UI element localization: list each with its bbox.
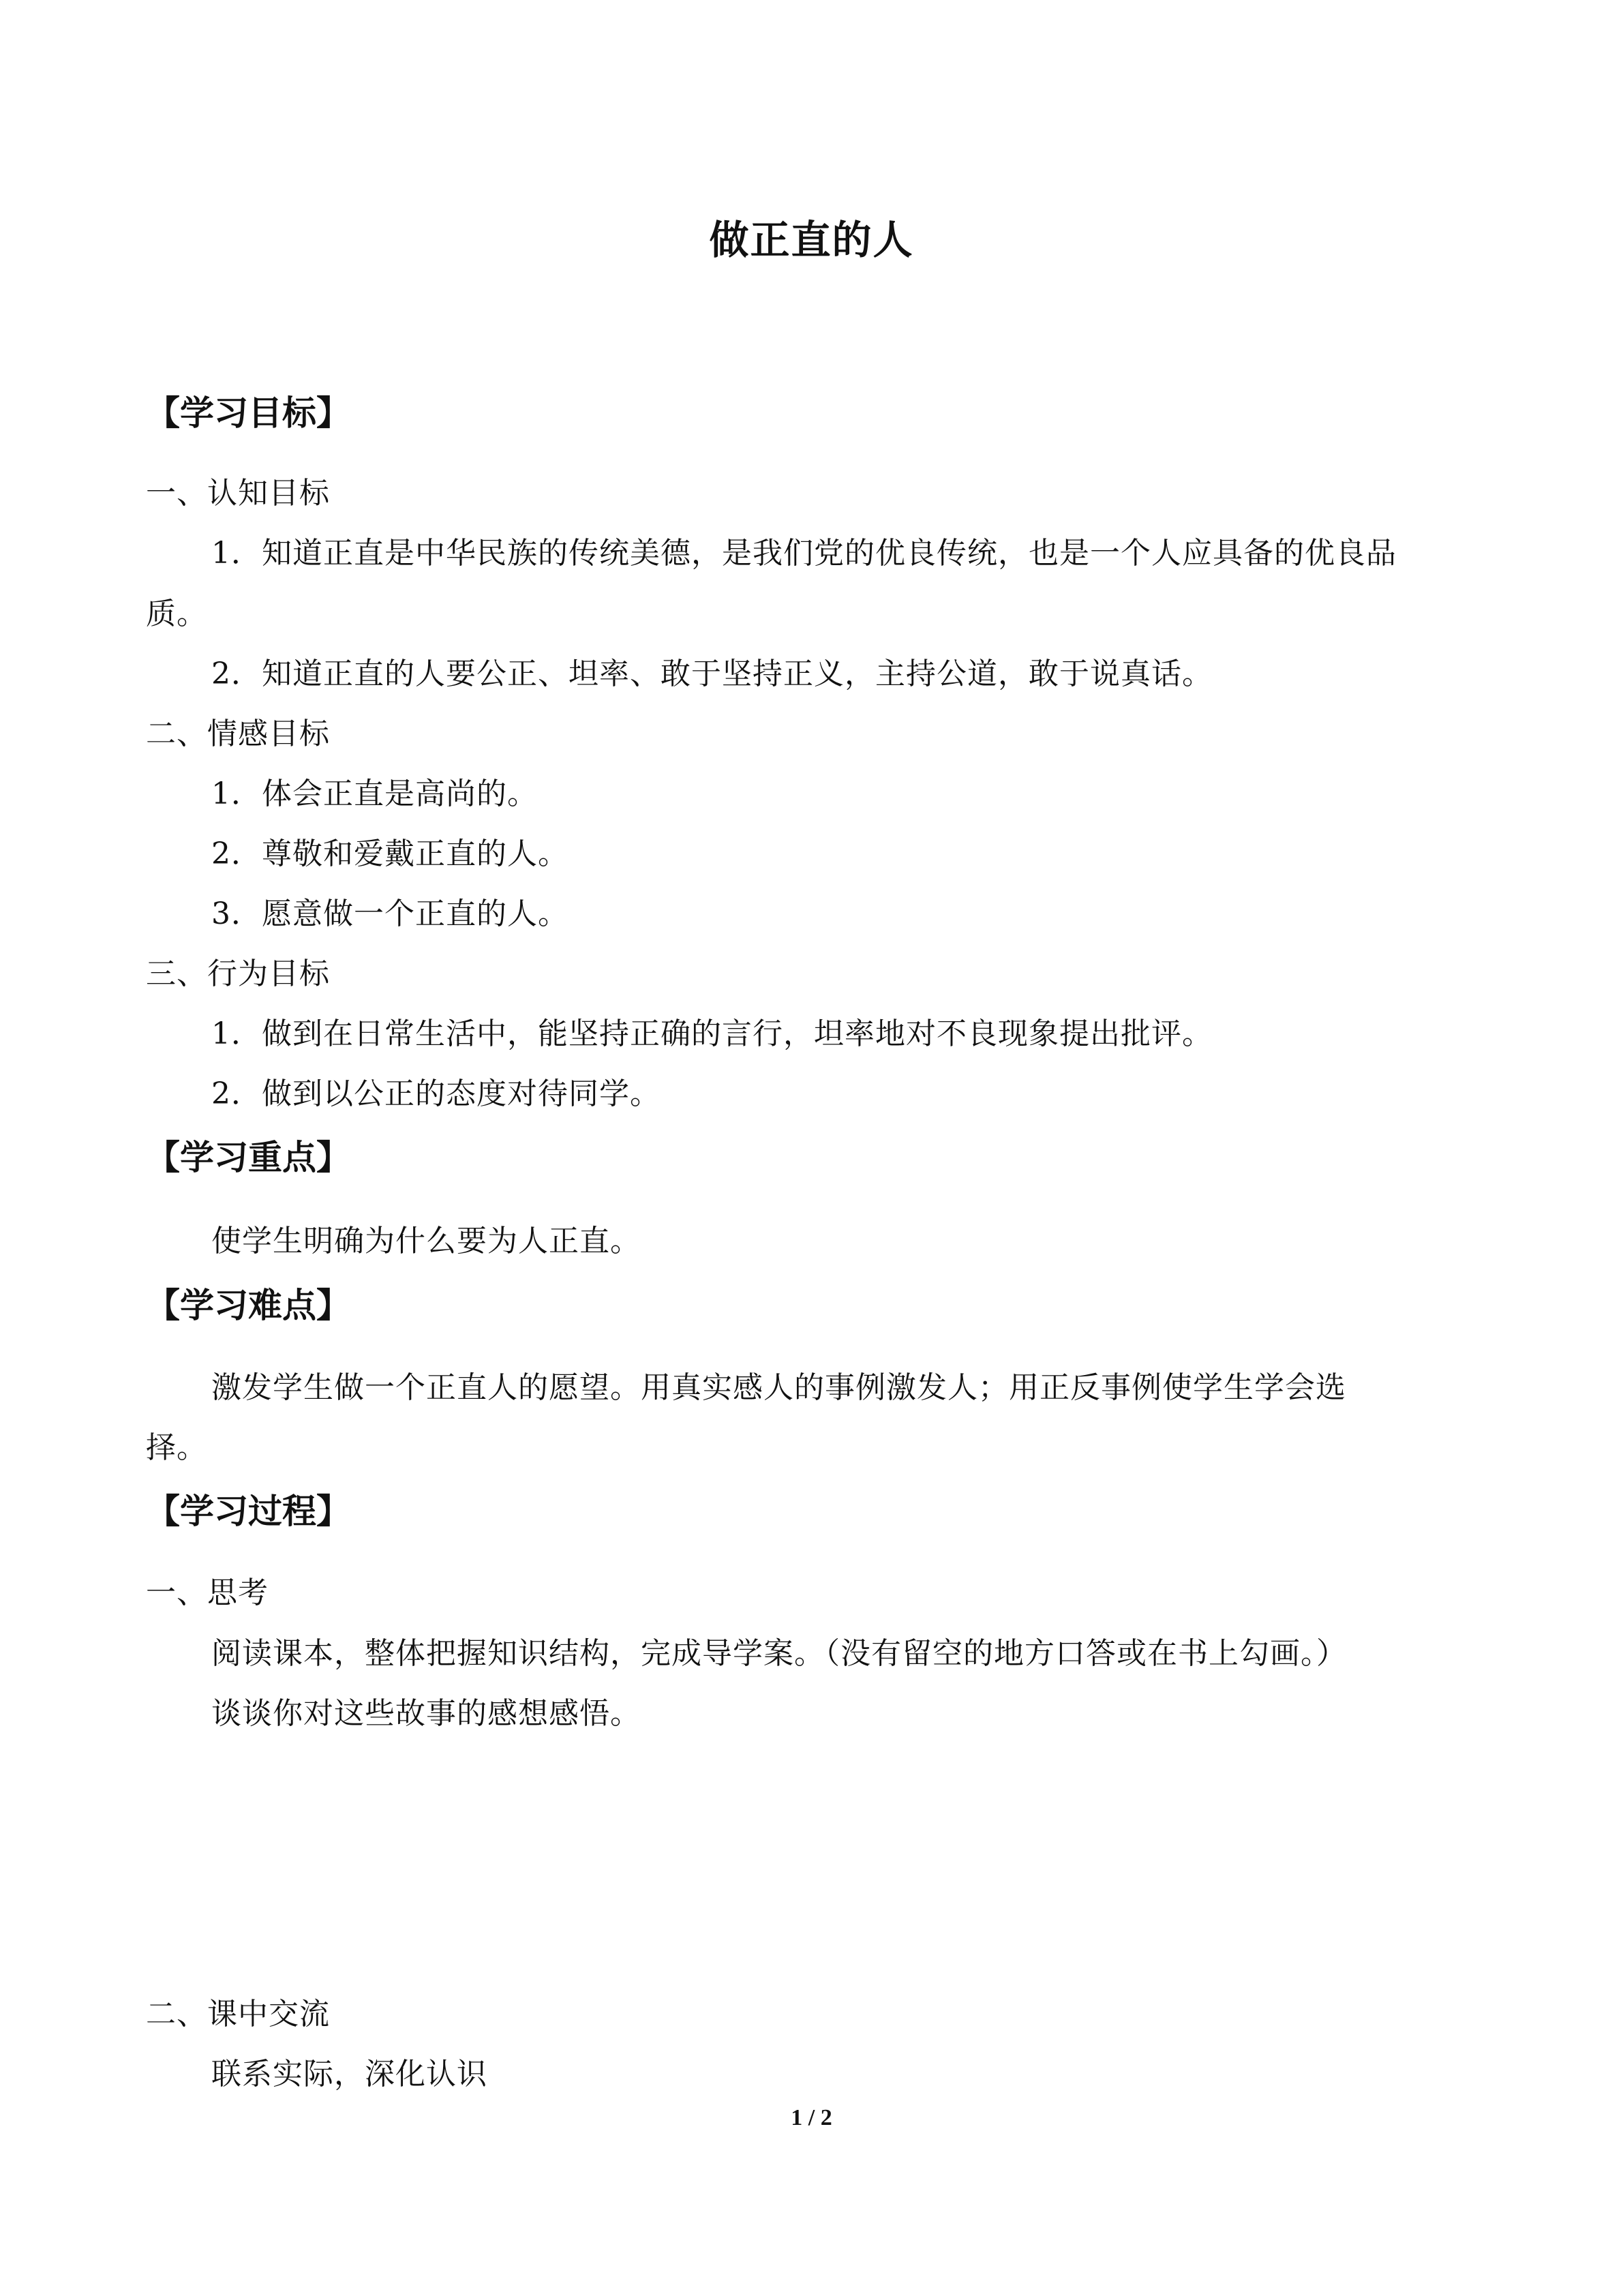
behavioral-goal-1: 1．做到在日常生活中，能坚持正确的言行，坦率地对不良现象提出批评。: [211, 1016, 1213, 1051]
cognitive-goal-1-line1: 1．知道正直是中华民族的传统美德，是我们党的优良传统，也是一个人应具备的优良品: [211, 536, 1397, 571]
behavioral-goals-label: 三、行为目标: [146, 956, 330, 991]
cognitive-goal-2: 2．知道正直的人要公正、坦率、敢于坚持正义，主持公道，敢于说真话。: [211, 656, 1213, 691]
difficulties-line1: 激发学生做一个正直人的愿望。用真实感人的事例激发人；用正反事例使学生学会选: [211, 1370, 1346, 1405]
section-heading-key-points: 【学习重点】: [146, 1138, 350, 1177]
emotional-goal-1: 1．体会正直是高尚的。: [211, 776, 538, 811]
key-points-text: 使学生明确为什么要为人正直。: [211, 1224, 641, 1258]
emotional-goals-label: 二、情感目标: [146, 716, 330, 751]
cognitive-goals-label: 一、认知目标: [146, 476, 330, 511]
emotional-goal-2: 2．尊敬和爱戴正直的人。: [211, 836, 568, 871]
think-label: 一、思考: [146, 1575, 269, 1610]
section-heading-difficulties: 【学习难点】: [146, 1286, 350, 1325]
emotional-goal-3: 3．愿意做一个正直的人。: [211, 896, 568, 931]
exchange-line1: 联系实际，深化认识: [211, 2057, 487, 2091]
section-heading-goals: 【学习目标】: [146, 393, 350, 433]
document-title: 做正直的人: [709, 217, 914, 263]
cognitive-goal-1-line2: 质。: [146, 596, 207, 631]
think-line1: 阅读课本，整体把握知识结构，完成导学案。（没有留空的地方口答或在书上勾画。）: [211, 1636, 1347, 1671]
difficulties-line2: 择。: [146, 1430, 207, 1465]
page-number: 1 / 2: [791, 2105, 832, 2130]
behavioral-goal-2: 2．做到以公正的态度对待同学。: [211, 1076, 661, 1111]
exchange-label: 二、课中交流: [146, 1997, 330, 2031]
section-heading-process: 【学习过程】: [146, 1492, 350, 1531]
think-line2: 谈谈你对这些故事的感想感悟。: [211, 1696, 641, 1731]
